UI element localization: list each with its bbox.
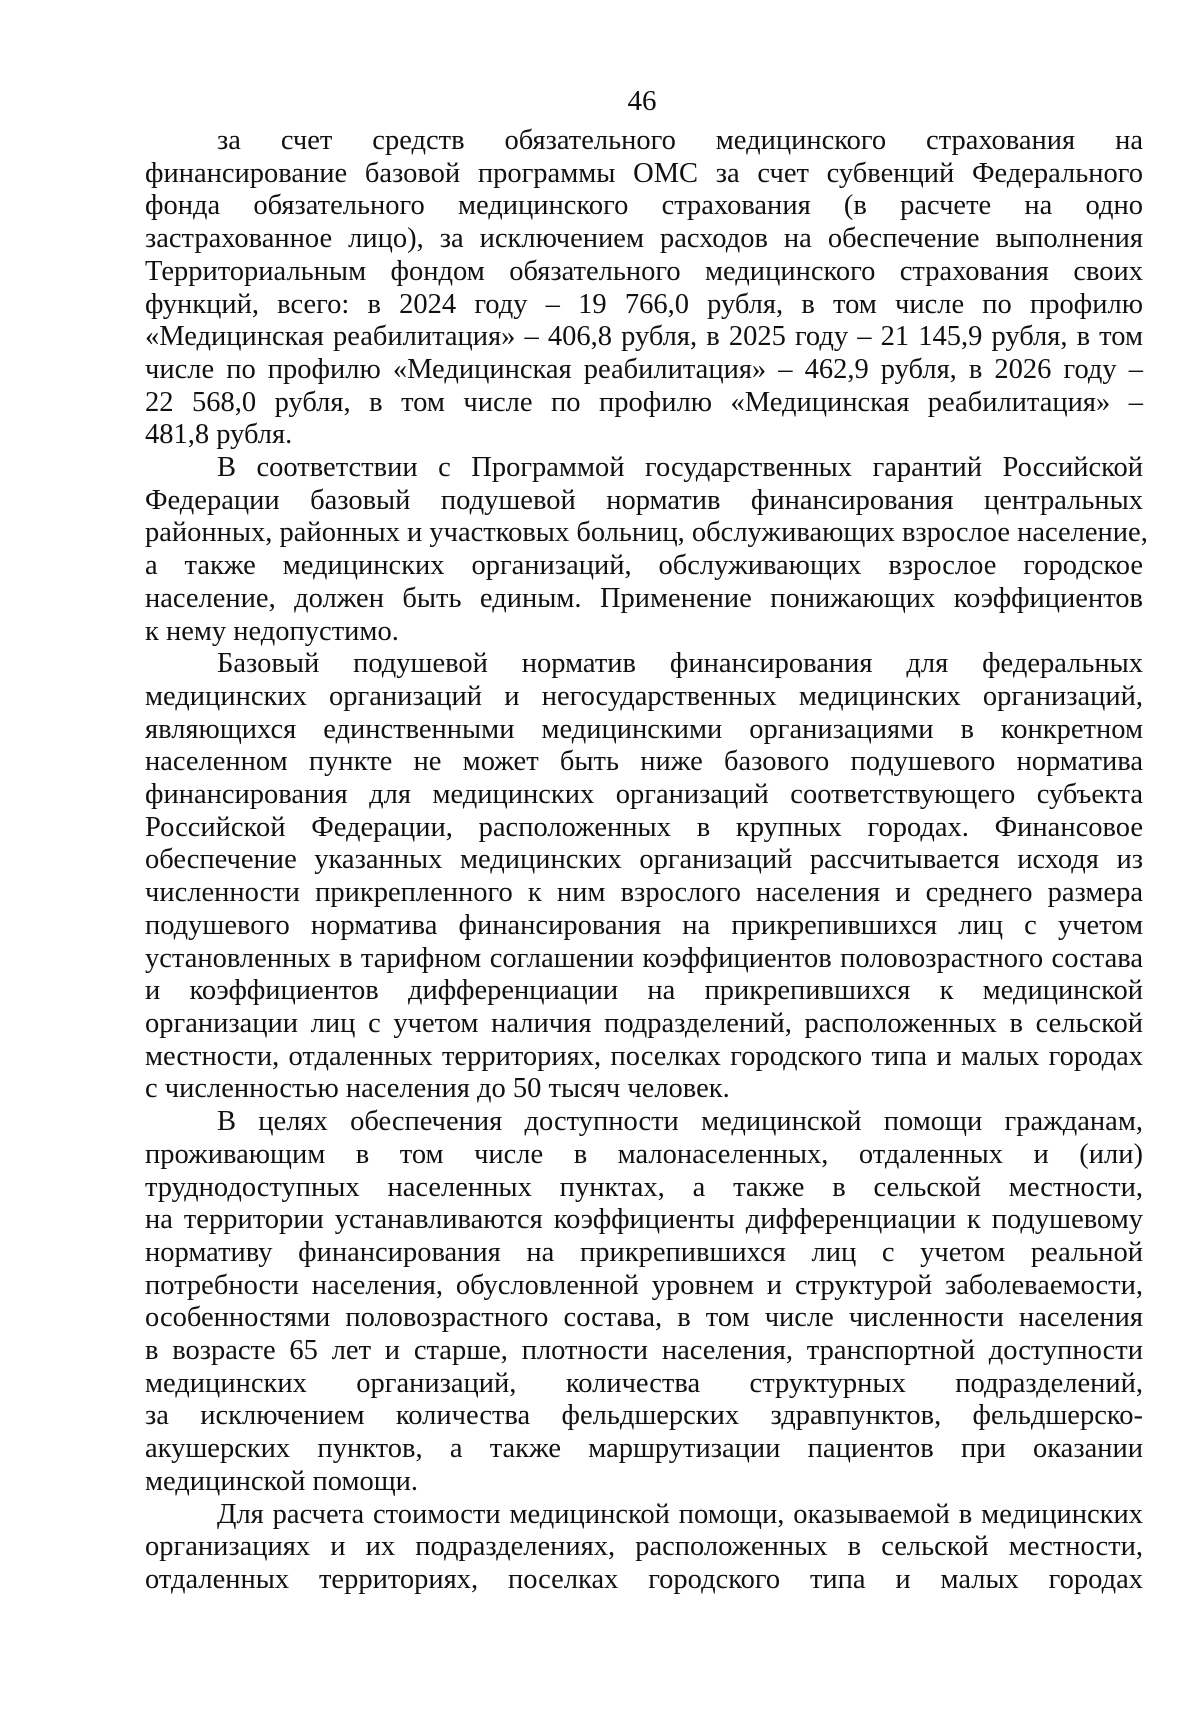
text-line: фонда обязательного медицинского страхования (в расчете на одно xyxy=(145,190,1143,222)
text-line: районных, районных и участковых больниц, обслуживающих взрослое население, xyxy=(145,517,1148,549)
text-line: местности, отдаленных территориях, поселках городского типа и малых городах xyxy=(145,1040,1143,1072)
text-line: финансирования для медицинских организаций соответствующего субъекта xyxy=(145,779,1143,811)
text-line: за исключением количества фельдшерских здравпунктов, фельдшерско- xyxy=(145,1400,1143,1432)
text-line: функций, всего: в 2024 году – 19 766,0 рубля, в том числе по профилю xyxy=(145,288,1143,320)
text-line: 22 568,0 рубля, в том числе по профилю «Медицинская реабилитация» – xyxy=(145,386,1143,418)
text-line: 481,8 рубля. xyxy=(145,419,293,451)
text-line: обеспечение указанных медицинских организаций рассчитывается исходя из xyxy=(145,844,1143,876)
text-line: акушерских пунктов, а также маршрутизации пациентов при оказании xyxy=(145,1433,1143,1465)
text-line: «Медицинская реабилитация» – 406,8 рубля, в 2025 году – 21 145,9 рубля, в том xyxy=(145,321,1143,353)
text-line: Российской Федерации, расположенных в крупных городах. Финансовое xyxy=(145,811,1143,843)
text-line: и коэффициентов дифференциации на прикрепившихся к медицинской xyxy=(145,975,1143,1007)
text-line: труднодоступных населенных пунктах, а также в сельской местности, xyxy=(145,1171,1143,1203)
text-line: медицинских организаций, количества структурных подразделений, xyxy=(145,1367,1143,1399)
text-line: финансирование базовой программы ОМС за счет субвенций Федерального xyxy=(145,157,1143,189)
paragraph-3 xyxy=(145,648,1143,1106)
text-line: особенностями половозрастного состава, в том числе численности населения xyxy=(145,1302,1143,1334)
paragraph-4 xyxy=(145,1106,1143,1498)
text-line: застрахованное лицо), за исключением расходов на обеспечение выполнения xyxy=(145,223,1143,255)
text-line: отдаленных территориях, поселках городского типа и малых городах xyxy=(145,1563,1143,1595)
text-line: население, должен быть единым. Применение понижающих коэффициентов xyxy=(145,582,1143,614)
text-line: потребности населения, обусловленной уровнем и структурой заболеваемости, xyxy=(145,1269,1143,1301)
text-line: установленных в тарифном соглашении коэффициентов половозрастного состава xyxy=(145,942,1143,974)
text-line: за счет средств обязательного медицинского страхования на xyxy=(217,125,1143,156)
paragraph-5 xyxy=(145,1499,1143,1597)
text-line: организациях и их подразделениях, расположенных в сельской местности, xyxy=(145,1531,1143,1563)
paragraph-1 xyxy=(145,125,1143,452)
text-line: В соответствии с Программой государственных гарантий Российской xyxy=(217,452,1143,484)
text-line: проживающим в том числе в малонаселенных, отдаленных и (или) xyxy=(145,1138,1143,1170)
page-number: 46 xyxy=(627,85,657,117)
text-line: Территориальным фондом обязательного медицинского страхования своих xyxy=(145,255,1143,287)
text-line: Базовый подушевой норматив финансирования для федеральных xyxy=(217,648,1143,680)
text-line: с численностью населения до 50 тысяч человек. xyxy=(145,1073,730,1105)
text-line: организации лиц с учетом наличия подразделений, расположенных в сельской xyxy=(145,1007,1143,1039)
text-line: являющихся единственными медицинскими организациями в конкретном xyxy=(145,713,1143,745)
text-line: к нему недопустимо. xyxy=(145,615,399,647)
text-line: подушевого норматива финансирования на прикрепившихся лиц с учетом xyxy=(145,909,1143,941)
text-line: населенном пункте не может быть ниже базового подушевого норматива xyxy=(145,746,1143,778)
text-line: численности прикрепленного к ним взрослого населения и среднего размера xyxy=(145,877,1143,909)
text-line: в возрасте 65 лет и старше, плотности населения, транспортной доступности xyxy=(145,1335,1143,1367)
paragraph-2 xyxy=(145,452,1148,648)
text-line: медицинской помощи. xyxy=(145,1465,419,1497)
text-line: В целях обеспечения доступности медицинской помощи гражданам, xyxy=(217,1106,1143,1138)
text-line: числе по профилю «Медицинская реабилитация» – 462,9 рубля, в 2026 году – xyxy=(145,353,1143,385)
text-line: Федерации базовый подушевой норматив финансирования центральных xyxy=(145,484,1143,516)
text-line: медицинских организаций и негосударственных медицинских организаций, xyxy=(145,680,1143,712)
text-line: а также медицинских организаций, обслуживающих взрослое городское xyxy=(145,550,1143,582)
document-body xyxy=(145,125,1148,1597)
text-line: нормативу финансирования на прикрепившихся лиц с учетом реальной xyxy=(145,1236,1143,1268)
text-line: на территории устанавливаются коэффициенты дифференциации к подушевому xyxy=(145,1204,1143,1236)
text-line: Для расчета стоимости медицинской помощи, оказываемой в медицинских xyxy=(217,1498,1143,1530)
